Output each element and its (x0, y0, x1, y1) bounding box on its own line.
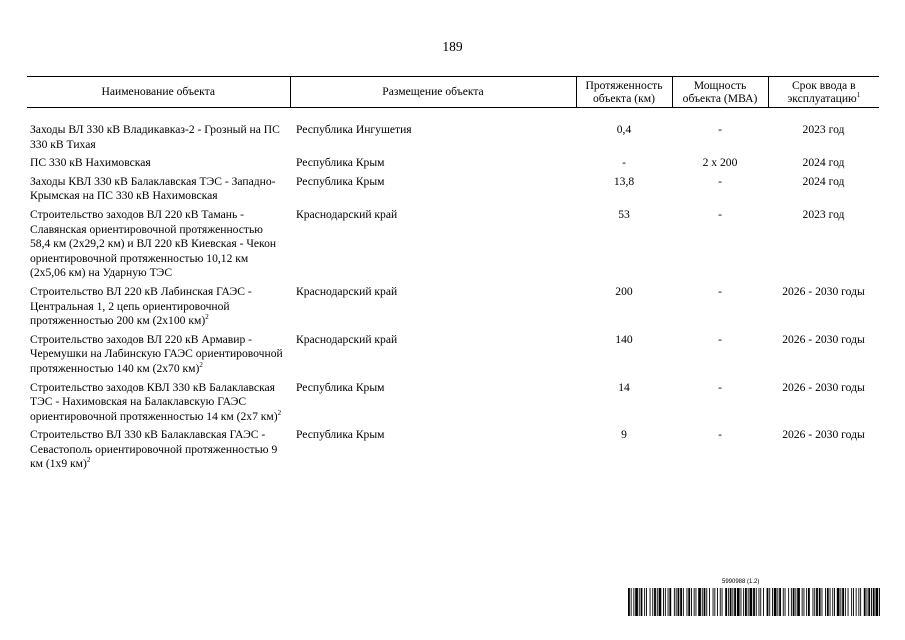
cell-placement-text: Республика Ингушетия (296, 123, 412, 136)
barcode-bar (633, 588, 634, 616)
barcode-bar (663, 588, 664, 616)
cell-placement (290, 208, 576, 285)
barcode-block (628, 579, 880, 617)
barcode-bar (748, 588, 749, 616)
cell-name-text: Строительство заходов ВЛ 220 кВ Армавир - Черемушки на Лабинскую ГАЭС ориентировочной протяженностью 140 км (2х70 км) (30, 332, 283, 375)
cell-placement-text: Краснодарский край (296, 207, 398, 221)
cell-power-text: - (718, 428, 722, 442)
cell-length-text: 9 (621, 428, 627, 442)
barcode-bar (665, 588, 666, 616)
barcode-bar (808, 588, 810, 616)
barcode-bar (845, 588, 846, 616)
barcode-bar (873, 588, 875, 616)
barcode-bar (680, 588, 682, 616)
barcode-bar (683, 588, 684, 616)
barcode-bar (772, 588, 773, 616)
cell-power (672, 208, 768, 285)
cell-name (27, 175, 290, 208)
barcode-bar (804, 588, 805, 616)
cell-length-text: 14 (618, 380, 630, 394)
cell-length-text: 140 (615, 332, 633, 346)
cell-term (768, 285, 879, 333)
cell-name-text: Заходы КВЛ 330 кВ Балаклавская ТЭС - Западно-Крымская на ПС 330 кВ Нахимовская (30, 174, 276, 203)
footnote-marker: 2 (86, 456, 91, 465)
header-term (768, 77, 879, 108)
cell-name-text: ПС 330 кВ Нахимовская (30, 156, 151, 170)
cell-placement-text: Республика Крым (296, 156, 385, 170)
objects-table (27, 76, 879, 476)
cell-placement (290, 156, 576, 175)
barcode-bar (840, 588, 841, 616)
cell-name (27, 381, 290, 429)
barcode-bar (867, 588, 868, 616)
cell-name (27, 428, 290, 476)
header-term-footnote: 1 (856, 91, 861, 99)
barcode-bar (644, 588, 645, 616)
cell-term-text: 2026 - 2030 годы (782, 380, 865, 394)
barcode-bar (669, 588, 671, 616)
barcode-bar (864, 588, 866, 616)
cell-placement (290, 285, 576, 333)
barcode-bar (777, 588, 778, 616)
cell-name (27, 208, 290, 285)
barcode-bar (639, 588, 640, 616)
barcode-bar (678, 588, 680, 616)
cell-power (672, 156, 768, 175)
barcode-bar (760, 588, 761, 616)
footnote-marker: 2 (277, 408, 282, 417)
barcode-bar (832, 588, 833, 616)
barcode-bar (635, 588, 638, 616)
cell-placement (290, 381, 576, 429)
table-row (27, 428, 879, 476)
cell-power (672, 333, 768, 381)
barcode-bar (848, 588, 849, 616)
cell-length-text: 13,8 (613, 174, 635, 188)
cell-power-text: - (718, 123, 722, 136)
header-length: Протяженность объекта (км) (576, 77, 672, 108)
barcode-bar (785, 588, 786, 616)
header-placement: Размещение объекта (290, 77, 576, 108)
table-header-row (27, 77, 879, 108)
barcode-bar (732, 588, 733, 616)
cell-term-text: 2026 - 2030 годы (782, 428, 865, 442)
cell-term (768, 208, 879, 285)
cell-term (768, 381, 879, 429)
barcode-bar (797, 588, 800, 616)
cell-term-text: 2023 год (802, 123, 845, 136)
cell-name-text: Строительство заходов ВЛ 220 кВ Тамань - Славянская ориентировочной протяженностью 58,4 км (2х29,2 км) и ВЛ 220 кВ Киевская - Чекон ориентировочной протяженностью 10,12 км (2х5,06 км) на Ударную ТЭС (30, 207, 277, 280)
barcode-bar (756, 588, 757, 616)
barcode-bar (734, 588, 736, 616)
barcode-bar (641, 588, 643, 616)
barcode-bar (745, 588, 747, 616)
barcode-bar (876, 588, 879, 616)
cell-length (576, 428, 672, 476)
cell-length (576, 381, 672, 429)
barcode-bar (759, 588, 760, 616)
barcode-bar (713, 588, 714, 616)
barcode-bar (694, 588, 695, 616)
cell-placement-text: Республика Крым (296, 174, 385, 188)
barcode-bar (763, 588, 764, 616)
table-row (27, 333, 879, 381)
barcode-bar (806, 588, 807, 616)
footnote-marker: 2 (205, 313, 209, 322)
barcode-bar (750, 588, 753, 616)
header-power: Мощность объекта (МВА) (672, 77, 768, 108)
cell-name (27, 108, 290, 157)
barcode-bar (650, 588, 651, 616)
cell-term-text: 2026 - 2030 годы (782, 332, 865, 346)
cell-length-text: - (622, 156, 626, 170)
page-number: 189 (442, 39, 463, 54)
cell-power (672, 381, 768, 429)
cell-power-text: - (718, 380, 722, 394)
cell-term-text: 2023 год (802, 207, 845, 221)
cell-term (768, 156, 879, 175)
barcode-bar (654, 588, 656, 616)
barcode (628, 588, 880, 616)
cell-term (768, 175, 879, 208)
barcode-bar (687, 588, 688, 616)
barcode-bar (851, 588, 852, 616)
cell-length (576, 285, 672, 333)
barcode-bar (825, 588, 826, 616)
barcode-bar (717, 588, 718, 616)
barcode-bar (688, 588, 690, 616)
cell-term-text: 2024 год (802, 156, 845, 170)
barcode-bar (753, 588, 755, 616)
barcode-bar (702, 588, 703, 616)
table-row (27, 381, 879, 429)
barcode-bar (646, 588, 647, 616)
cell-length (576, 156, 672, 175)
barcode-bar (674, 588, 675, 616)
barcode-bar (668, 588, 669, 616)
cell-power-text: - (718, 207, 722, 221)
barcode-bar (676, 588, 677, 616)
barcode-bar (631, 588, 632, 616)
barcode-bar (720, 588, 721, 616)
barcode-bar (691, 588, 692, 616)
cell-name-text: Заходы ВЛ 330 кВ Владикавказ-2 - Грозный на ПС 330 кВ Тихая (30, 123, 280, 151)
cell-name (27, 156, 290, 175)
barcode-bar (793, 588, 795, 616)
cell-length-text: 200 (615, 284, 633, 298)
cell-length (576, 208, 672, 285)
header-term-text: Срок ввода в эксплуатацию (787, 78, 857, 105)
cell-length (576, 333, 672, 381)
footnote-marker: 2 (199, 360, 203, 369)
table-row (27, 108, 879, 157)
cell-length-text: 53 (618, 207, 630, 221)
cell-placement-text: Краснодарский край (296, 332, 398, 346)
barcode-bar (722, 588, 723, 616)
barcode-bar (628, 588, 630, 616)
barcode-bar (730, 588, 732, 616)
barcode-bar (868, 588, 870, 616)
cell-power (672, 285, 768, 333)
barcode-bar (709, 588, 710, 616)
barcode-bar (834, 588, 835, 616)
cell-placement-text: Краснодарский край (296, 284, 398, 298)
table-row (27, 175, 879, 208)
barcode-bar (788, 588, 789, 616)
barcode-bar (853, 588, 854, 616)
cell-power (672, 175, 768, 208)
cell-term (768, 108, 879, 157)
cell-placement-text: Республика Крым (296, 428, 385, 442)
barcode-bar (819, 588, 821, 616)
barcode-bar (769, 588, 770, 616)
barcode-bar (856, 588, 857, 616)
cell-name-text: Строительство ВЛ 220 кВ Лабинская ГАЭС - Центральная 1, 2 цепь ориентировочной протяженностью 200 км (2х100 км) (30, 284, 252, 328)
cell-power-text: - (718, 284, 722, 298)
barcode-bar (698, 588, 701, 616)
cell-power-text: - (718, 174, 722, 188)
cell-placement (290, 333, 576, 381)
barcode-bar (827, 588, 829, 616)
barcode-bar (783, 588, 784, 616)
barcode-bar (858, 588, 859, 616)
barcode-bar (737, 588, 740, 616)
header-name: Наименование объекта (27, 77, 290, 108)
cell-placement (290, 108, 576, 157)
table-row (27, 156, 879, 175)
barcode-bar (774, 588, 777, 616)
barcode-bar (743, 588, 744, 616)
barcode-bar (813, 588, 814, 616)
cell-term-text: 2024 год (802, 174, 845, 188)
barcode-bar (767, 588, 769, 616)
cell-term (768, 333, 879, 381)
barcode-bar (822, 588, 823, 616)
barcode-bar (704, 588, 706, 616)
cell-placement-text: Республика Крым (296, 380, 385, 394)
cell-name-text: Строительство заходов КВЛ 330 кВ Балаклавская ТЭС - Нахимовская на Балаклавскую ГАЭС ориентировочной протяженностью 14 км (2х7 км) (30, 380, 278, 423)
cell-name (27, 333, 290, 381)
cell-power-text: - (718, 332, 722, 346)
barcode-bar (871, 588, 872, 616)
barcode-bar (741, 588, 742, 616)
barcode-bar (791, 588, 792, 616)
barcode-bar (802, 588, 803, 616)
cell-length (576, 175, 672, 208)
barcode-bar (652, 588, 653, 616)
barcode-bar (779, 588, 781, 616)
barcode-bar (725, 588, 727, 616)
cell-power-text: 2 х 200 (702, 156, 738, 170)
barcode-bar (659, 588, 662, 616)
cell-placement (290, 175, 576, 208)
barcode-bar (657, 588, 658, 616)
cell-power (672, 108, 768, 157)
barcode-bar (795, 588, 796, 616)
barcode-bar (830, 588, 831, 616)
barcode-bar (816, 588, 818, 616)
cell-term (768, 428, 879, 476)
cell-length (576, 108, 672, 157)
cell-power (672, 428, 768, 476)
cell-name-text: Строительство ВЛ 330 кВ Балаклавская ГАЭС - Севастополь ориентировочной протяженностью 9 км (1х9 км) (30, 428, 278, 471)
table-row (27, 285, 879, 333)
cell-name (27, 285, 290, 333)
barcode-bar (706, 588, 707, 616)
barcode-bar (860, 588, 861, 616)
table-body (27, 108, 879, 477)
barcode-bar (837, 588, 840, 616)
barcode-bar (714, 588, 715, 616)
cell-term-text: 2026 - 2030 годы (782, 284, 865, 298)
table-row (27, 208, 879, 285)
barcode-bar (842, 588, 844, 616)
barcode-bar (814, 588, 815, 616)
barcode-bar (696, 588, 697, 616)
barcode-bar (728, 588, 729, 616)
cell-placement (290, 428, 576, 476)
barcode-label: 5990988 (1.2) (722, 579, 760, 585)
cell-length-text: 0,4 (616, 123, 632, 136)
barcode-bar (879, 588, 880, 616)
